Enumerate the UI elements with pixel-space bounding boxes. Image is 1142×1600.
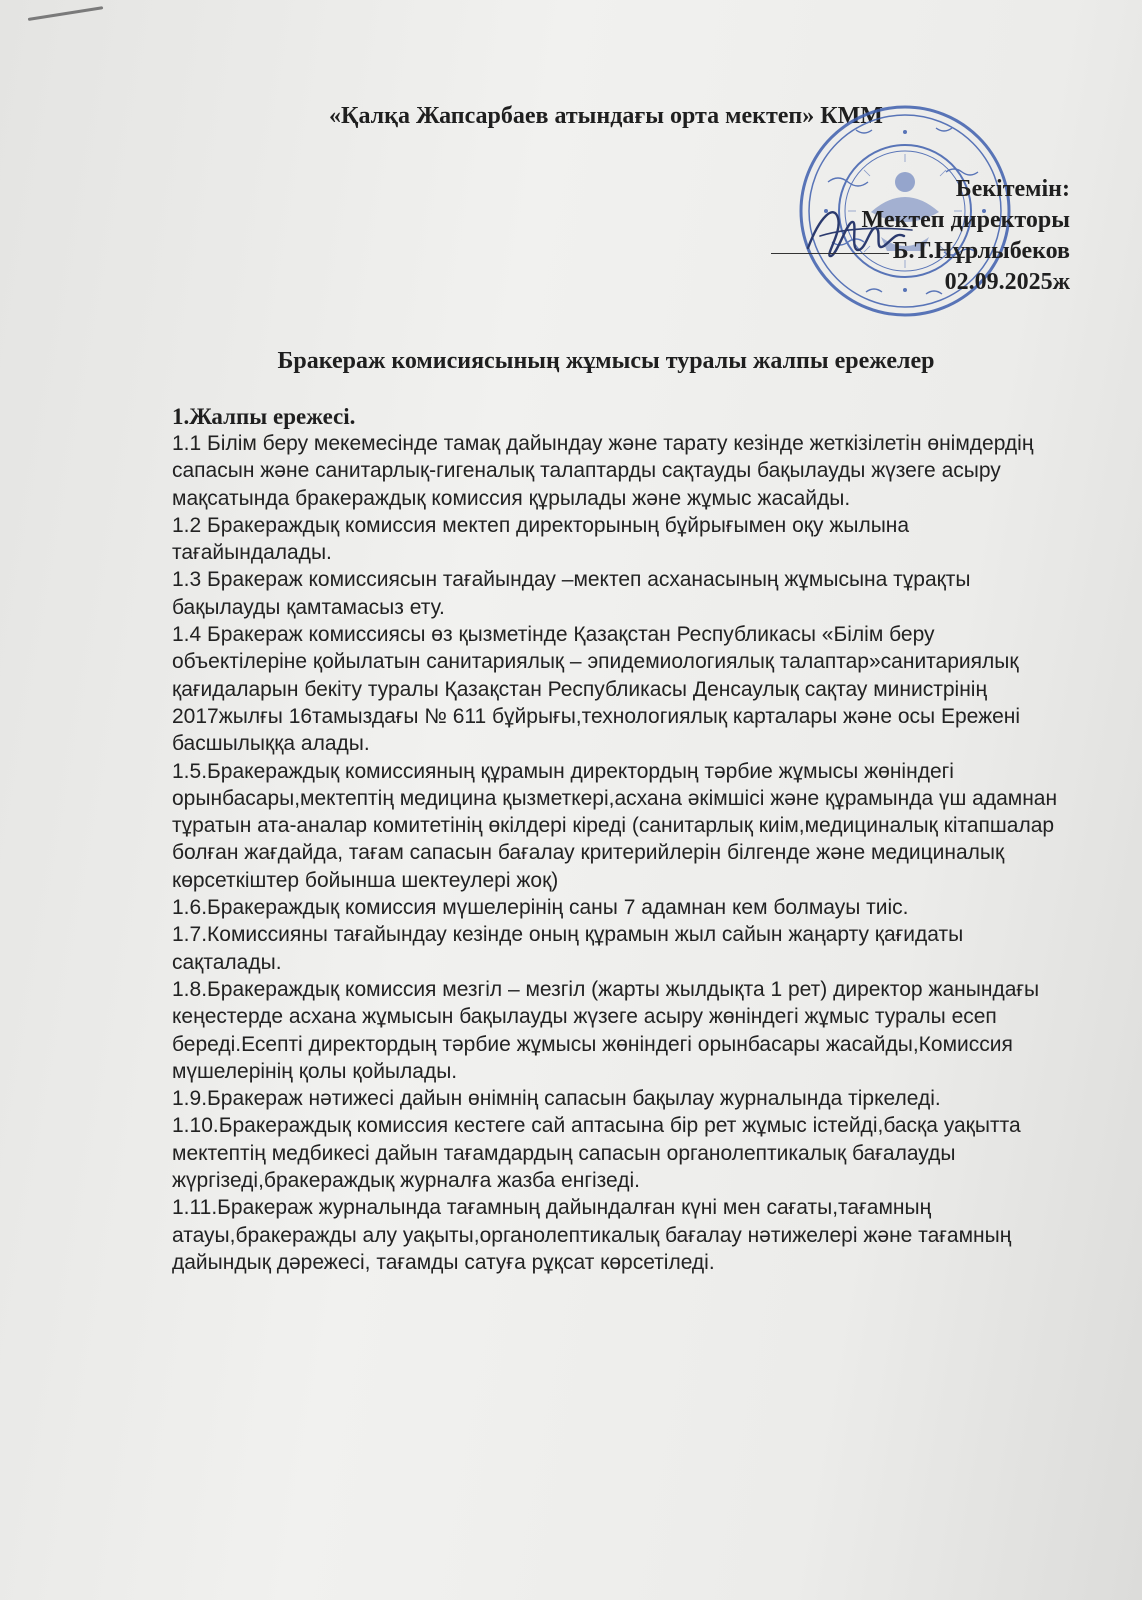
document-body: [172, 403, 1072, 1276]
paragraph-1-6: 1.6.Бракераждық комиссия мүшелерінің саны 7 адамнан кем болмауы тиіс.: [172, 896, 909, 920]
paragraph-1-7: 1.7.Комиссияны тағайындау кезінде оның құрамын жыл сайын жаңарту қағидаты сақталады.: [172, 923, 964, 974]
approval-date: 02.09.2025ж: [944, 269, 1070, 295]
school-header: «Қалқа Жапсарбаев атындағы орта мектеп» КММ: [329, 103, 883, 129]
document-title: Бракераж комисиясының жұмысы туралы жалпы ережелер: [277, 348, 935, 374]
approval-name: Б.Т.Нұрлыбеков: [892, 238, 1070, 264]
paragraph-1-11: 1.11.Бракераж журналында тағамның дайындалған күні мен сағаты,тағамның атауы,бракеражды алу уақыты,органолептикалық бағалау нәтижелері және тағамның дайындық дәрежесі, тағамды сатуға рұқсат көрсетіледі.: [172, 1196, 1012, 1274]
signature-line: [771, 253, 889, 254]
paragraph-1-1: 1.1 Білім беру мекемесінде тамақ дайындау және тарату кезінде жеткізілетін өнімдердің сапасын және санитарлық-гигеналық талаптарды сақтауды бақылауды жүзеге асыру мақсатында бракераждық комиссия құрылады және жұмыс жасайды.: [172, 432, 1034, 510]
paragraph-1-5: 1.5.Бракераждық комиссияның құрамын директордың тәрбие жұмысы жөніндегі орынбасары,мектептің медицина қызметкері,асхана әкімшісі және құрамында үш адамнан тұратын ата-аналар комитетінің өкілдері кіреді (санитарлық киім,медициналық кітапшалар болған жағдайда, тағам сапасын бағалау критерийлерін білгенде және медициналық көрсеткіштер бойынша шектеулері жоқ): [172, 759, 1058, 892]
approval-block: [771, 174, 1070, 298]
approval-label: Бекітемін:: [955, 176, 1070, 202]
section-heading: 1.Жалпы ережесі.: [172, 404, 356, 429]
paragraph-1-3: 1.3 Бракераж комиссиясын тағайындау –мектеп асханасының жұмысына тұрақты бақылауды қамтамасыз ету.: [172, 568, 971, 619]
approval-position: Мектеп директоры: [861, 207, 1070, 233]
paragraph-1-2: 1.2 Бракераждық комиссия мектеп директорының бұйрығымен оқу жылына тағайындалады.: [172, 513, 910, 565]
paragraph-1-4: 1.4 Бракераж комиссиясы өз қызметінде Қазақстан Республикасы «Білім беру объектілеріне қойылатын санитариялық – эпидемиологиялық талаптар»санитариялық қағидаларын бекіту туралы Қазақстан Республикасы Денсаулық сақтау министрінің 2017жылғы 16тамыздағы № 611 бұйрығы,технологиялық карталары және осы Ережені басшылыққа алады.: [172, 623, 1021, 756]
paragraph-1-10: 1.10.Бракераждық комиссия кестеге сай аптасына бір рет жұмыс істейді,басқа уақытта мектептің медбикесі дайын тағамдардың сапасын органолептикалық бағалауды жүргізеді,бракераждық журналға жазба енгізеді.: [172, 1114, 1021, 1193]
paragraph-1-9: 1.9.Бракераж нәтижесі дайын өнімнің сапасын бақылау журналында тіркеледі.: [172, 1087, 941, 1111]
paragraph-1-8: 1.8.Бракераждық комиссия мезгіл – мезгіл (жарты жылдықта 1 рет) директор жанындағы кеңестерде асхана жұмысын бақылауды жүзеге асыру жөніндегі жұмыс туралы есеп береді.Есепті директордың тәрбие жұмысы жөніндегі орынбасары жасайды,Комиссия мүшелерінің қолы қойылады.: [172, 977, 1040, 1083]
approval-name-line: [771, 236, 1070, 267]
pen-mark: [28, 6, 104, 21]
